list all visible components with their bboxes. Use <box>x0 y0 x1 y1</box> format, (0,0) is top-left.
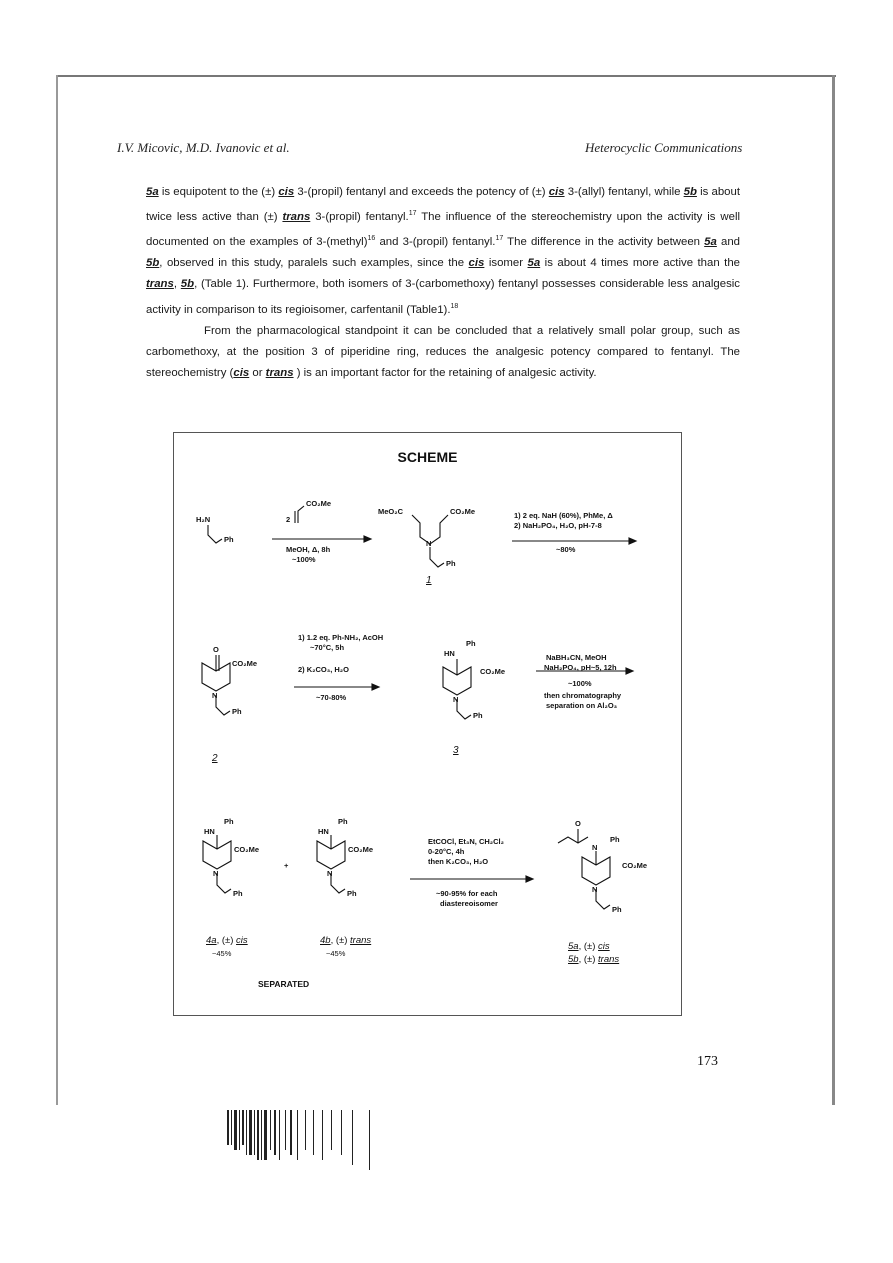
amine-4b-benzyl <box>331 873 345 893</box>
acrylate-bonds <box>298 506 304 523</box>
ketoester-group: CO₂Me <box>232 659 258 668</box>
enamine-group: CO₂Me <box>480 667 506 676</box>
diester-n: N <box>426 539 432 548</box>
yield-5a: ~90-95% for each <box>436 889 498 898</box>
acrylate-group: CO₂Me <box>306 499 332 508</box>
scan-left-edge <box>56 75 58 1105</box>
separated-label: SEPARATED <box>258 979 310 989</box>
benzylamine-bonds <box>208 525 222 543</box>
condition-5a: EtCOCl, Et₃N, CH₂Cl₂ <box>428 837 504 846</box>
scheme-structures <box>174 433 681 1015</box>
compound-2-label: 2 <box>212 753 218 764</box>
ketoester-n: N <box>212 691 218 700</box>
condition-2a: 1) 2 eq. NaH (60%), PhMe, Δ <box>514 511 613 520</box>
compound-3-label: 3 <box>453 745 459 756</box>
propionyl-bonds <box>558 837 588 843</box>
condition-4c: then chromatography <box>544 691 622 700</box>
condition-5b: 0-20°C, 4h <box>428 847 465 856</box>
amine-4a-benzyl <box>217 873 231 893</box>
amine-4a-group: CO₂Me <box>234 845 260 854</box>
yield-4b: ~45% <box>326 949 346 958</box>
arrow-4-head <box>626 668 633 674</box>
product-ph-top: Ph <box>610 835 620 844</box>
arrow-2-head <box>629 538 636 544</box>
page-number: 173 <box>697 1054 718 1069</box>
plus-sign: + <box>284 861 289 870</box>
amine-4b-ph: Ph <box>347 889 357 898</box>
diester-ph: Ph <box>446 559 456 568</box>
product-n-top: N <box>592 843 598 852</box>
body-text <box>146 182 740 384</box>
condition-3a: 1) 1.2 eq. Ph-NH₂, AcOH <box>298 633 384 642</box>
running-header-journal: Heterocyclic Communications <box>585 140 743 155</box>
condition-1: MeOH, Δ, 8h <box>286 545 331 554</box>
amine-4b-n: N <box>327 869 333 878</box>
running-header-authors: I.V. Micovic, M.D. Ivanovic et al. <box>117 140 290 155</box>
condition-5c: then K₂CO₃, H₂O <box>428 857 489 866</box>
scan-right-edge <box>832 75 835 1105</box>
product-n: N <box>592 885 598 894</box>
ketoester-o: O <box>213 645 219 654</box>
condition-4a: NaBH₃CN, MeOH <box>546 653 607 662</box>
compound-1-label: 1 <box>426 575 432 586</box>
amine-4a-hn: HN <box>204 827 215 836</box>
yield-5b: diastereoisomer <box>440 899 498 908</box>
product-benzyl <box>596 889 610 909</box>
yield-4: ~100% <box>568 679 592 688</box>
product-o: O <box>575 819 581 828</box>
condition-4d: separation on Al₂O₃ <box>546 701 618 710</box>
arrow-3-head <box>372 684 379 690</box>
product-group: CO₂Me <box>622 861 648 870</box>
diester-right-group: CO₂Me <box>450 507 476 516</box>
arrow-5-head <box>526 876 533 882</box>
paragraph-2: From the pharmacological standpoint it can be concluded that a relatively small polar group, such as carbomethoxy, at the position 3 of piperidine ring, reduces the analgesic potency compared to fentanyl. The stereochemistry (cis or trans ) is an important factor for the retaining of analgesic activity. <box>146 324 740 380</box>
compound-4b-label: 4b, (±) trans <box>320 935 372 946</box>
arrow-1-head <box>364 536 371 542</box>
diester-benzyl <box>430 547 444 567</box>
ketoester-benzyl <box>216 695 230 715</box>
yield-1: ~100% <box>292 555 316 564</box>
condition-4b: NaH₂PO₄, pH~5, 12h <box>544 663 617 672</box>
barcode <box>227 1110 372 1170</box>
enamine-ph: Ph <box>473 711 483 720</box>
enamine-n: N <box>453 695 459 704</box>
amine-4a-n: N <box>213 869 219 878</box>
yield-4a: ~45% <box>212 949 232 958</box>
benzylamine-amine: H₂N <box>196 515 211 524</box>
compound-5b-label: 5b, (±) trans <box>568 954 620 965</box>
amine-4b-group: CO₂Me <box>348 845 374 854</box>
condition-3b: ~70°C, 5h <box>310 643 345 652</box>
scheme-title: SCHEME <box>397 449 458 465</box>
reaction-scheme <box>173 432 682 1016</box>
compound-4a-label: 4a, (±) cis <box>206 935 248 946</box>
diester-left-group: MeO₂C <box>378 507 404 516</box>
amine-4b-hn: HN <box>318 827 329 836</box>
condition-3c: 2) K₂CO₃, H₂O <box>298 665 349 674</box>
enamine-ph-top: Ph <box>466 639 476 648</box>
benzylamine-ph: Ph <box>224 535 234 544</box>
amine-4a-ph: Ph <box>233 889 243 898</box>
acrylate-coeff: 2 <box>286 515 291 524</box>
paragraph-1: 5a is equipotent to the (±) cis 3-(propil) fentanyl and exceeds the potency of (±) cis 3-(allyl) fentanyl, while 5b is about twice less active than (±) trans 3-(propil) fentanyl.$^{17}$ The influence of the stereochemistry upon the activity is well documented on the examples of 3-(methyl)$^{16}$ and 3-(propil) fentanyl.$^{17}$ The difference in the activity between 5a and 5b, observed in this study, paralels such examples, since the cis isomer 5a is about 4 times more active than the trans, 5b, (Table 1). Furthermore, both isomers of 3-(carbomethoxy) fentanyl possesses considerable less analgesic activity in comparison to its regioisomer, carfentanil (Table1).$^{18}$ <box>146 186 741 316</box>
ketoester-ph: Ph <box>232 707 242 716</box>
scan-top-edge <box>56 75 836 77</box>
yield-2: ~80% <box>556 545 576 554</box>
enamine-hn: HN <box>444 649 455 658</box>
enamine-benzyl <box>457 699 471 719</box>
product-ph: Ph <box>612 905 622 914</box>
amine-4b-ph-top: Ph <box>338 817 348 826</box>
condition-2b: 2) NaH₂PO₄, H₂O, pH-7-8 <box>514 521 602 530</box>
yield-3: ~70-80% <box>316 693 347 702</box>
compound-5a-label: 5a, (±) cis <box>568 941 610 952</box>
amine-4a-ph-top: Ph <box>224 817 234 826</box>
